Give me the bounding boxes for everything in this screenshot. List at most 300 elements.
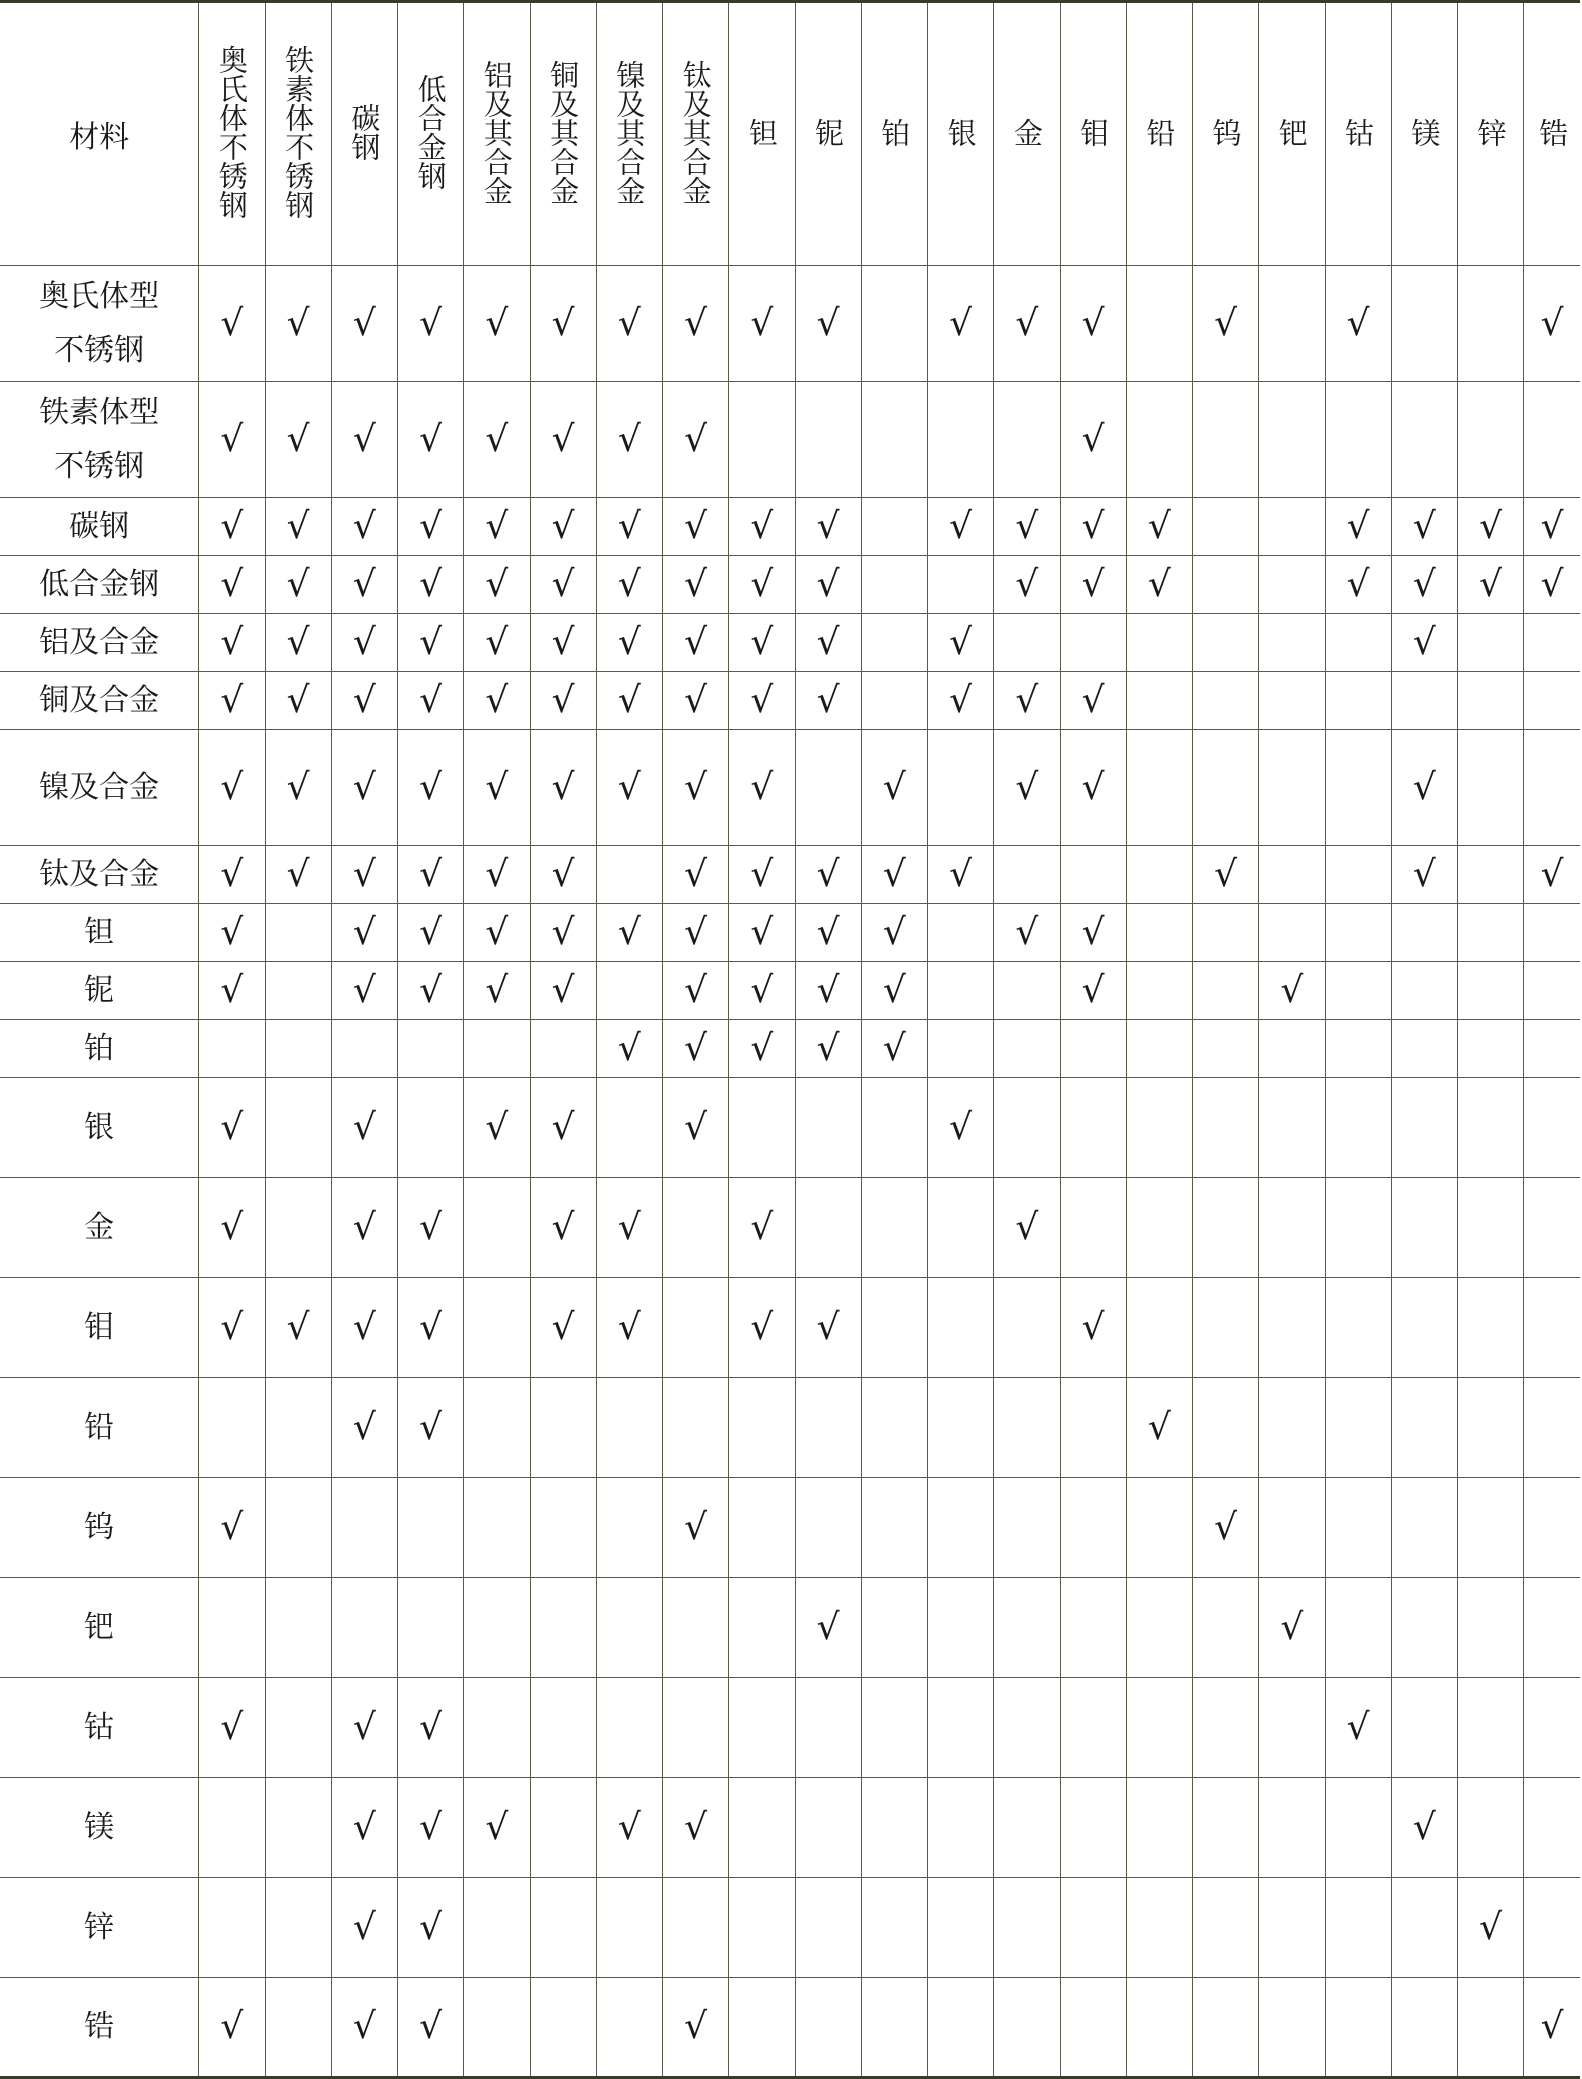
empty-cell bbox=[1193, 730, 1259, 846]
empty-cell bbox=[596, 1478, 662, 1578]
check-mark: √ bbox=[816, 853, 840, 895]
empty-cell bbox=[1325, 1778, 1391, 1878]
check-mark: √ bbox=[882, 853, 906, 895]
check-cell bbox=[596, 382, 662, 498]
check-cell bbox=[994, 672, 1060, 730]
check-cell bbox=[199, 1478, 265, 1578]
table-row bbox=[0, 1178, 1580, 1278]
empty-cell bbox=[1391, 1978, 1457, 2078]
check-mark: √ bbox=[352, 302, 376, 344]
check-mark: √ bbox=[816, 911, 840, 953]
empty-cell bbox=[1325, 1578, 1391, 1678]
check-cell bbox=[331, 846, 397, 904]
column-header-label: 镍及其合金 bbox=[612, 59, 647, 205]
corner-header: 材料 bbox=[0, 2, 199, 266]
empty-cell bbox=[861, 1278, 927, 1378]
check-cell bbox=[398, 672, 464, 730]
empty-cell bbox=[1524, 672, 1580, 730]
check-mark: √ bbox=[1280, 969, 1304, 1011]
column-header-label: 铌 bbox=[811, 117, 846, 147]
empty-cell bbox=[1193, 382, 1259, 498]
check-mark: √ bbox=[816, 302, 840, 344]
column-header bbox=[729, 2, 795, 266]
check-mark: √ bbox=[684, 911, 708, 953]
column-header-label: 铜及其合金 bbox=[546, 59, 581, 205]
check-mark: √ bbox=[352, 1306, 376, 1348]
empty-cell bbox=[928, 382, 994, 498]
empty-cell bbox=[1458, 382, 1524, 498]
check-cell bbox=[530, 1278, 596, 1378]
check-mark: √ bbox=[419, 2006, 443, 2047]
check-mark: √ bbox=[1412, 853, 1436, 895]
empty-cell bbox=[1126, 962, 1192, 1020]
check-mark: √ bbox=[485, 505, 509, 547]
check-mark: √ bbox=[1081, 1306, 1105, 1348]
check-cell bbox=[1391, 1778, 1457, 1878]
check-cell bbox=[1325, 498, 1391, 556]
empty-cell bbox=[928, 730, 994, 846]
check-mark: √ bbox=[1147, 505, 1171, 547]
empty-cell bbox=[729, 1078, 795, 1178]
check-mark: √ bbox=[286, 621, 310, 663]
empty-cell bbox=[1391, 672, 1457, 730]
check-cell bbox=[1391, 730, 1457, 846]
check-cell bbox=[1524, 556, 1580, 614]
check-cell bbox=[199, 382, 265, 498]
check-mark: √ bbox=[816, 621, 840, 663]
check-mark: √ bbox=[551, 418, 575, 460]
table-row bbox=[0, 266, 1580, 382]
check-cell bbox=[530, 846, 596, 904]
check-mark: √ bbox=[485, 911, 509, 953]
empty-cell bbox=[861, 1578, 927, 1678]
empty-cell bbox=[729, 1678, 795, 1778]
empty-cell bbox=[1325, 962, 1391, 1020]
row-label: 铝及合金 bbox=[0, 614, 199, 672]
check-cell bbox=[928, 672, 994, 730]
check-mark: √ bbox=[485, 969, 509, 1011]
empty-cell bbox=[1259, 1478, 1325, 1578]
empty-cell bbox=[663, 1378, 729, 1478]
check-mark: √ bbox=[1540, 302, 1564, 344]
check-cell bbox=[199, 1978, 265, 2078]
check-mark: √ bbox=[750, 911, 774, 953]
empty-cell bbox=[530, 1778, 596, 1878]
empty-cell bbox=[861, 1478, 927, 1578]
empty-cell bbox=[1193, 498, 1259, 556]
check-mark: √ bbox=[551, 969, 575, 1011]
check-cell bbox=[994, 266, 1060, 382]
empty-cell bbox=[861, 672, 927, 730]
check-cell bbox=[1325, 556, 1391, 614]
check-mark: √ bbox=[220, 679, 244, 721]
check-cell bbox=[1060, 672, 1126, 730]
empty-cell bbox=[1193, 1978, 1259, 2078]
check-cell bbox=[1193, 266, 1259, 382]
empty-cell bbox=[994, 1678, 1060, 1778]
column-header-label: 奥氏体不锈钢 bbox=[214, 45, 249, 219]
check-mark: √ bbox=[1214, 853, 1238, 895]
empty-cell bbox=[928, 962, 994, 1020]
empty-cell bbox=[1391, 1378, 1457, 1478]
check-mark: √ bbox=[220, 418, 244, 460]
check-mark: √ bbox=[419, 766, 443, 808]
empty-cell bbox=[994, 1020, 1060, 1078]
check-mark: √ bbox=[220, 911, 244, 953]
empty-cell bbox=[1458, 266, 1524, 382]
check-cell bbox=[464, 1778, 530, 1878]
check-cell bbox=[1391, 498, 1457, 556]
check-mark: √ bbox=[419, 679, 443, 721]
empty-cell bbox=[331, 1578, 397, 1678]
empty-cell bbox=[464, 1478, 530, 1578]
row-label: 铁素体型 不锈钢 bbox=[0, 382, 199, 498]
empty-cell bbox=[199, 1378, 265, 1478]
check-mark: √ bbox=[551, 302, 575, 344]
empty-cell bbox=[994, 1278, 1060, 1378]
empty-cell bbox=[596, 1578, 662, 1678]
empty-cell bbox=[464, 1278, 530, 1378]
empty-cell bbox=[928, 1678, 994, 1778]
check-cell bbox=[1126, 556, 1192, 614]
empty-cell bbox=[861, 614, 927, 672]
check-cell bbox=[994, 556, 1060, 614]
check-mark: √ bbox=[485, 679, 509, 721]
check-mark: √ bbox=[1346, 1706, 1370, 1748]
check-cell bbox=[398, 846, 464, 904]
row-label: 铜及合金 bbox=[0, 672, 199, 730]
empty-cell bbox=[795, 1378, 861, 1478]
check-cell bbox=[994, 904, 1060, 962]
empty-cell bbox=[1259, 382, 1325, 498]
check-mark: √ bbox=[750, 1027, 774, 1069]
check-cell bbox=[331, 1278, 397, 1378]
empty-cell bbox=[928, 1278, 994, 1378]
check-mark: √ bbox=[1346, 505, 1370, 547]
row-label: 铅 bbox=[0, 1378, 199, 1478]
empty-cell bbox=[861, 1078, 927, 1178]
check-cell bbox=[795, 1020, 861, 1078]
check-cell bbox=[795, 614, 861, 672]
check-mark: √ bbox=[1081, 679, 1105, 721]
check-mark: √ bbox=[750, 1206, 774, 1248]
check-mark: √ bbox=[750, 505, 774, 547]
empty-cell bbox=[1193, 1678, 1259, 1778]
empty-cell bbox=[398, 1078, 464, 1178]
empty-cell bbox=[1060, 1078, 1126, 1178]
empty-cell bbox=[265, 1678, 331, 1778]
check-cell bbox=[331, 730, 397, 846]
check-cell bbox=[1060, 1278, 1126, 1378]
empty-cell bbox=[795, 1478, 861, 1578]
check-mark: √ bbox=[684, 766, 708, 808]
empty-cell bbox=[1193, 904, 1259, 962]
empty-cell bbox=[1524, 1278, 1580, 1378]
check-cell bbox=[530, 266, 596, 382]
check-cell bbox=[861, 730, 927, 846]
empty-cell bbox=[596, 1678, 662, 1778]
empty-cell bbox=[596, 1878, 662, 1978]
empty-cell bbox=[1524, 614, 1580, 672]
empty-cell bbox=[1391, 1478, 1457, 1578]
check-cell bbox=[1060, 382, 1126, 498]
check-cell bbox=[464, 614, 530, 672]
check-mark: √ bbox=[1081, 969, 1105, 1011]
empty-cell bbox=[1458, 614, 1524, 672]
check-cell bbox=[398, 1878, 464, 1978]
check-mark: √ bbox=[1015, 563, 1039, 605]
check-mark: √ bbox=[352, 853, 376, 895]
column-header bbox=[1060, 2, 1126, 266]
check-mark: √ bbox=[684, 1506, 708, 1548]
column-header-label: 钛及其合金 bbox=[678, 59, 713, 205]
check-mark: √ bbox=[882, 969, 906, 1011]
check-mark: √ bbox=[816, 1027, 840, 1069]
check-mark: √ bbox=[617, 911, 641, 953]
column-header bbox=[1325, 2, 1391, 266]
table-row bbox=[0, 1078, 1580, 1178]
empty-cell bbox=[795, 1978, 861, 2078]
column-header-label: 镁 bbox=[1407, 117, 1442, 147]
check-mark: √ bbox=[750, 302, 774, 344]
empty-cell bbox=[1060, 1178, 1126, 1278]
empty-cell bbox=[265, 1078, 331, 1178]
check-cell bbox=[199, 962, 265, 1020]
check-mark: √ bbox=[1214, 1506, 1238, 1548]
row-label: 镁 bbox=[0, 1778, 199, 1878]
check-mark: √ bbox=[1412, 621, 1436, 663]
empty-cell bbox=[265, 1378, 331, 1478]
column-header bbox=[1391, 2, 1457, 266]
check-cell bbox=[265, 498, 331, 556]
check-cell bbox=[663, 382, 729, 498]
empty-cell bbox=[861, 1678, 927, 1778]
check-cell bbox=[795, 498, 861, 556]
check-mark: √ bbox=[949, 679, 973, 721]
column-header bbox=[596, 2, 662, 266]
check-cell bbox=[663, 1078, 729, 1178]
check-mark: √ bbox=[220, 2006, 244, 2047]
check-mark: √ bbox=[352, 621, 376, 663]
check-cell bbox=[530, 962, 596, 1020]
check-cell bbox=[530, 904, 596, 962]
empty-cell bbox=[596, 962, 662, 1020]
column-header bbox=[398, 2, 464, 266]
check-mark: √ bbox=[551, 621, 575, 663]
empty-cell bbox=[1193, 1278, 1259, 1378]
check-cell bbox=[795, 1278, 861, 1378]
empty-cell bbox=[1259, 1778, 1325, 1878]
table-row bbox=[0, 904, 1580, 962]
empty-cell bbox=[1060, 1778, 1126, 1878]
check-cell bbox=[331, 1778, 397, 1878]
check-cell bbox=[398, 614, 464, 672]
check-cell bbox=[994, 730, 1060, 846]
check-cell bbox=[729, 730, 795, 846]
check-mark: √ bbox=[1147, 563, 1171, 605]
check-cell bbox=[398, 1978, 464, 2078]
empty-cell bbox=[1126, 672, 1192, 730]
check-cell bbox=[928, 1078, 994, 1178]
check-cell bbox=[331, 1678, 397, 1778]
empty-cell bbox=[1391, 904, 1457, 962]
check-cell bbox=[464, 904, 530, 962]
empty-cell bbox=[1524, 1378, 1580, 1478]
empty-cell bbox=[1325, 1378, 1391, 1478]
check-mark: √ bbox=[220, 969, 244, 1011]
empty-cell bbox=[1126, 1078, 1192, 1178]
check-mark: √ bbox=[949, 505, 973, 547]
column-header-label: 银 bbox=[943, 117, 978, 147]
check-cell bbox=[1060, 498, 1126, 556]
row-label: 钴 bbox=[0, 1678, 199, 1778]
check-cell bbox=[861, 904, 927, 962]
empty-cell bbox=[265, 904, 331, 962]
check-mark: √ bbox=[1412, 1806, 1436, 1848]
check-mark: √ bbox=[684, 302, 708, 344]
column-header-label: 锌 bbox=[1473, 117, 1508, 147]
check-cell bbox=[1391, 614, 1457, 672]
check-mark: √ bbox=[882, 1027, 906, 1069]
column-header-label: 铅 bbox=[1142, 117, 1177, 147]
empty-cell bbox=[1259, 1378, 1325, 1478]
empty-cell bbox=[1524, 1778, 1580, 1878]
empty-cell bbox=[199, 1778, 265, 1878]
empty-cell bbox=[1126, 1020, 1192, 1078]
empty-cell bbox=[1458, 1578, 1524, 1678]
empty-cell bbox=[928, 1178, 994, 1278]
empty-cell bbox=[1524, 962, 1580, 1020]
check-mark: √ bbox=[1540, 853, 1564, 895]
column-header bbox=[1193, 2, 1259, 266]
check-mark: √ bbox=[1540, 2006, 1564, 2047]
check-mark: √ bbox=[1081, 766, 1105, 808]
empty-cell bbox=[464, 1178, 530, 1278]
empty-cell bbox=[1458, 1020, 1524, 1078]
check-cell bbox=[1259, 1578, 1325, 1678]
check-mark: √ bbox=[352, 1106, 376, 1148]
empty-cell bbox=[1524, 1678, 1580, 1778]
check-mark: √ bbox=[220, 1306, 244, 1348]
check-mark: √ bbox=[1015, 505, 1039, 547]
check-mark: √ bbox=[1081, 563, 1105, 605]
column-header bbox=[530, 2, 596, 266]
empty-cell bbox=[1193, 1778, 1259, 1878]
row-label: 低合金钢 bbox=[0, 556, 199, 614]
empty-cell bbox=[994, 1478, 1060, 1578]
check-mark: √ bbox=[617, 302, 641, 344]
check-mark: √ bbox=[419, 1306, 443, 1348]
check-mark: √ bbox=[220, 302, 244, 344]
check-cell bbox=[530, 672, 596, 730]
empty-cell bbox=[1325, 730, 1391, 846]
empty-cell bbox=[530, 1978, 596, 2078]
check-mark: √ bbox=[352, 766, 376, 808]
check-cell bbox=[1391, 846, 1457, 904]
empty-cell bbox=[464, 1978, 530, 2078]
empty-cell bbox=[1524, 1078, 1580, 1178]
check-mark: √ bbox=[551, 1206, 575, 1248]
check-cell bbox=[331, 556, 397, 614]
empty-cell bbox=[1193, 1078, 1259, 1178]
column-header bbox=[663, 2, 729, 266]
empty-cell bbox=[464, 1678, 530, 1778]
empty-cell bbox=[1458, 1078, 1524, 1178]
check-cell bbox=[1060, 266, 1126, 382]
empty-cell bbox=[1458, 962, 1524, 1020]
empty-cell bbox=[994, 846, 1060, 904]
check-cell bbox=[861, 1020, 927, 1078]
check-cell bbox=[331, 498, 397, 556]
column-header-label: 钯 bbox=[1274, 117, 1309, 147]
check-cell bbox=[1060, 904, 1126, 962]
check-cell bbox=[464, 962, 530, 1020]
empty-cell bbox=[1193, 556, 1259, 614]
check-cell bbox=[729, 846, 795, 904]
empty-cell bbox=[1325, 1278, 1391, 1378]
check-cell bbox=[199, 730, 265, 846]
row-label: 钯 bbox=[0, 1578, 199, 1678]
empty-cell bbox=[1126, 1478, 1192, 1578]
check-mark: √ bbox=[485, 1106, 509, 1148]
empty-cell bbox=[994, 1578, 1060, 1678]
empty-cell bbox=[1126, 382, 1192, 498]
empty-cell bbox=[265, 962, 331, 1020]
empty-cell bbox=[1524, 1178, 1580, 1278]
check-mark: √ bbox=[617, 621, 641, 663]
empty-cell bbox=[1458, 904, 1524, 962]
check-cell bbox=[663, 962, 729, 1020]
empty-cell bbox=[1259, 266, 1325, 382]
check-mark: √ bbox=[684, 679, 708, 721]
column-header bbox=[928, 2, 994, 266]
check-cell bbox=[331, 1878, 397, 1978]
column-header-label: 锆 bbox=[1535, 117, 1570, 147]
check-mark: √ bbox=[352, 1706, 376, 1748]
check-mark: √ bbox=[419, 302, 443, 344]
empty-cell bbox=[1193, 962, 1259, 1020]
check-mark: √ bbox=[816, 1606, 840, 1648]
check-mark: √ bbox=[220, 563, 244, 605]
check-mark: √ bbox=[1346, 563, 1370, 605]
check-mark: √ bbox=[1412, 505, 1436, 547]
table-row bbox=[0, 1678, 1580, 1778]
empty-cell bbox=[861, 382, 927, 498]
table-row bbox=[0, 556, 1580, 614]
check-cell bbox=[663, 266, 729, 382]
table-row bbox=[0, 1020, 1580, 1078]
check-mark: √ bbox=[419, 1406, 443, 1448]
empty-cell bbox=[265, 1978, 331, 2078]
check-cell bbox=[663, 1978, 729, 2078]
table-body bbox=[0, 266, 1580, 2078]
table-row bbox=[0, 962, 1580, 1020]
check-cell bbox=[663, 556, 729, 614]
column-header bbox=[464, 2, 530, 266]
empty-cell bbox=[1259, 904, 1325, 962]
check-mark: √ bbox=[551, 853, 575, 895]
empty-cell bbox=[861, 266, 927, 382]
empty-cell bbox=[1391, 962, 1457, 1020]
empty-cell bbox=[1259, 846, 1325, 904]
empty-cell bbox=[265, 1578, 331, 1678]
row-label: 金 bbox=[0, 1178, 199, 1278]
check-mark: √ bbox=[1081, 418, 1105, 460]
empty-cell bbox=[1524, 382, 1580, 498]
empty-cell bbox=[1458, 1678, 1524, 1778]
check-cell bbox=[265, 266, 331, 382]
row-label: 镍及合金 bbox=[0, 730, 199, 846]
